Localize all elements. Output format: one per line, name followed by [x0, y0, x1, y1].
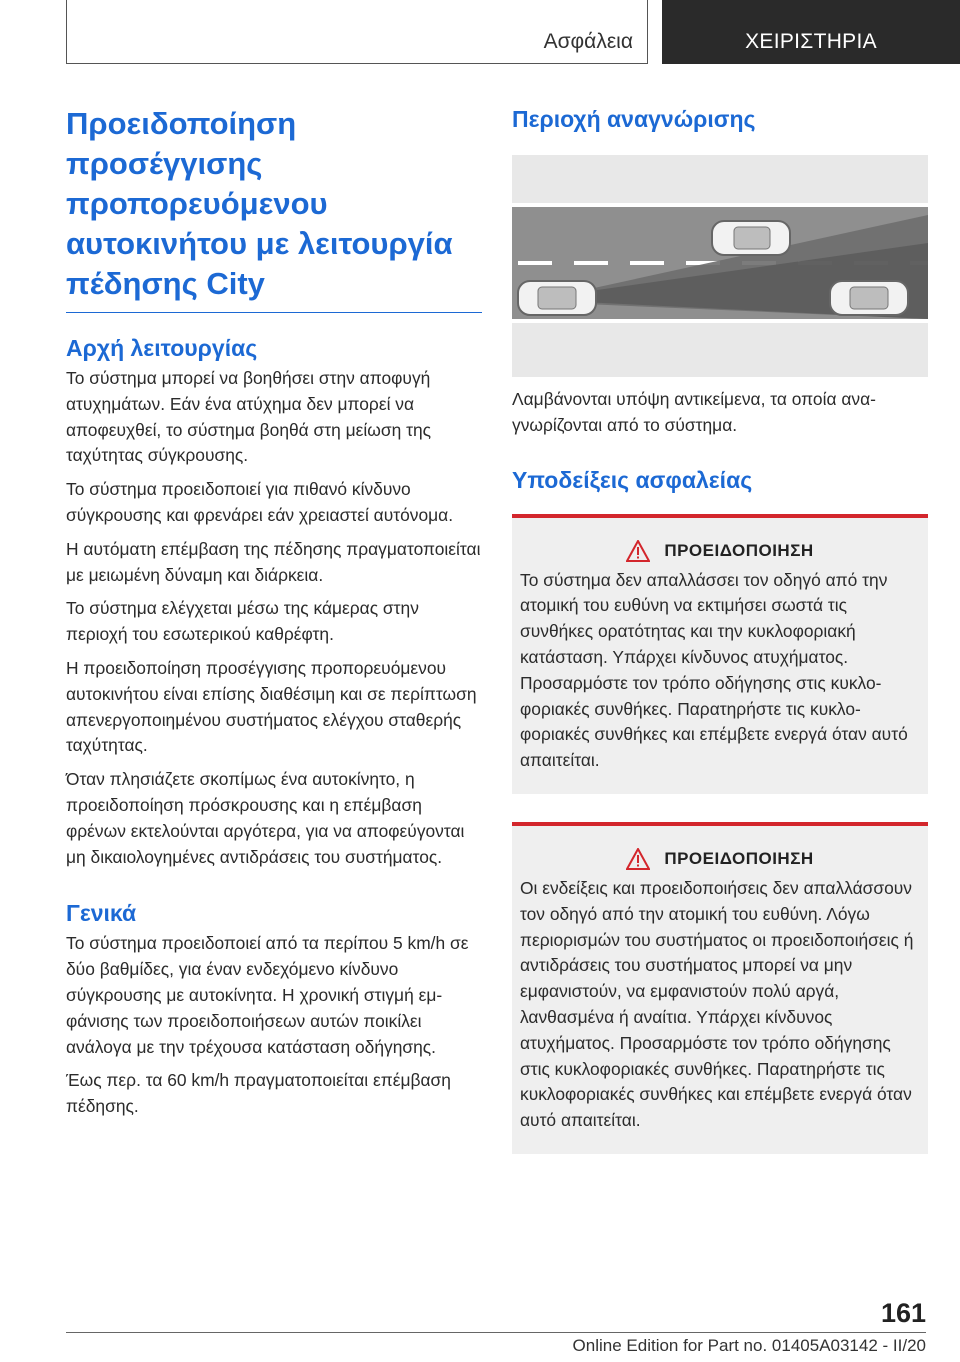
page-title: Προειδοποίηση προσέγγισης προπορευόμενου αυτοκινήτου με λειτουργία πέδησης City	[66, 104, 482, 313]
right-column	[512, 104, 928, 1154]
section-heading-safety: Υποδείξεις ασφαλείας	[512, 466, 753, 493]
section-heading-principle: Αρχή λειτουργίας	[66, 335, 258, 361]
paragraph: Το σύστημα μπορεί να βοηθήσει στην αποφυγή ατυχημάτων. Εάν ένα ατύχημα δεν μπορεί να αποφευχθεί, το σύστημα βοηθά στη μείωση της ταχύτητας σύγκρουσης.	[66, 368, 432, 466]
warning-title: ΠΡΟΕΙΔΟΠΟΙΗΣΗ	[664, 540, 814, 560]
section-heading-detection-area: Περιοχή αναγνώρισης	[512, 106, 756, 132]
own-car	[518, 281, 596, 315]
header-tab-label: ΧΕΙΡΙΣΤΗΡΙΑ	[745, 30, 877, 53]
warning-box	[512, 514, 928, 794]
car-ahead-same-lane	[830, 281, 908, 315]
warning-text: Το σύστημα δεν απαλλάσσει τον οδηγό από την ατομική του ευθύνη να εκτιμήσει σωστά τις συνθήκες ορατότητας και την κυκλοφοριακή κατάσταση. Υπάρχει κίνδυνος ατυχήματος. Προσαρμόστε τον τρόπο οδήγησης στις κυκλοφοριακές συνθήκες. Παρατηρήστε τις κυκλοφοριακές συνθήκες και επέμβετε ενεργά όταν αυτό απαιτείται.	[520, 569, 908, 771]
warning-triangle-icon	[626, 848, 650, 870]
paragraph: Η αυτόματη επέμβαση της πέδησης πραγματοποιείται με μειωμένη δύναμη και διάρκεια.	[66, 538, 481, 585]
warning-triangle-icon	[626, 540, 650, 562]
paragraph: Το σύστημα προειδοποιεί για πιθανό κίνδυνο σύγκρουσης και φρενάρει εάν χρειαστεί αυτόνομα.	[66, 479, 454, 525]
car-ahead-left-lane	[712, 221, 790, 255]
section-heading-general: Γενικά	[66, 900, 137, 927]
detection-area-illustration	[512, 155, 928, 377]
illustration-caption: Λαμβάνονται υπόψη αντικείμενα, τα οποία αναγνωρίζονται από το σύστημα.	[512, 389, 876, 435]
paragraph: Έως περ. τα 60 km/h πραγματοποιείται επέμβαση πέδησης.	[66, 1070, 451, 1117]
header-section-box	[66, 0, 648, 64]
warning-text: Οι ενδείξεις και προειδοποιήσεις δεν απαλλάσσουν τον οδηγό από την ατομική του ευθύνη. Λόγω περιορισμών του συστήματος οι προειδοποιήσεις ή αντιδράσεις του συστήματος μπορεί να μην εμφανιστούν, να εμφανιστούν πολύ αργά, λανθασμένα ή αναίτια. Υπάρχει κίνδυνος ατυχήματος. Προσαρμόστε τον τρόπο οδήγησης στις κυκλοφοριακές συνθήκες. Παρατηρήστε τις κυκλοφοριακές συνθήκες και επέμβετε ενεργά όταν αυτό απαιτείται.	[520, 877, 914, 1131]
footer-edition-link[interactable]: Online Edition for Part no. 01405A03142 - II/20	[572, 1336, 926, 1355]
paragraph: Όταν πλησιάζετε σκοπίμως ένα αυτοκίνητο, η προειδοποίηση πρόσκρουσης και η επέμβαση φρένων εκτελούνται αργότερα, για να αποφεύγονται μη δικαιολογημένες αντιδράσεις του συστήματος.	[66, 769, 465, 867]
paragraph: Η προειδοποίηση προσέγγισης προπορευόμενου αυτοκινήτου είναι επίσης διαθέσιμη και σε περίπτωση απενεργοποιημένου συστήματος ελέγχου σταθερής ταχύτητας.	[66, 657, 477, 756]
warning-box	[512, 822, 928, 1154]
road-diagram	[512, 155, 928, 377]
left-column	[66, 104, 482, 1120]
header-section-title: Ασφάλεια	[543, 30, 633, 53]
paragraph: Το σύστημα ελέγχεται μέσω της κάμερας στην περιοχή του εσωτερικού καθρέφτη.	[66, 598, 419, 645]
warning-title: ΠΡΟΕΙΔΟΠΟΙΗΣΗ	[664, 848, 814, 868]
page-number: 161	[880, 1298, 926, 1328]
footer-divider	[66, 1332, 926, 1333]
paragraph: Το σύστημα προειδοποιεί από τα περίπου 5 km/h σε δύο βαθμίδες, για έναν ενδεχόμενο κίνδυνο σύγκρουσης με αυτοκίνητα. Η χρονική στιγμή εμφάνισης των προειδοποιήσεων αυτών ποικίλει ανάλογα με την τρέχουσα κατάσταση οδήγησης.	[66, 933, 469, 1057]
header-tab[interactable]	[662, 0, 960, 64]
